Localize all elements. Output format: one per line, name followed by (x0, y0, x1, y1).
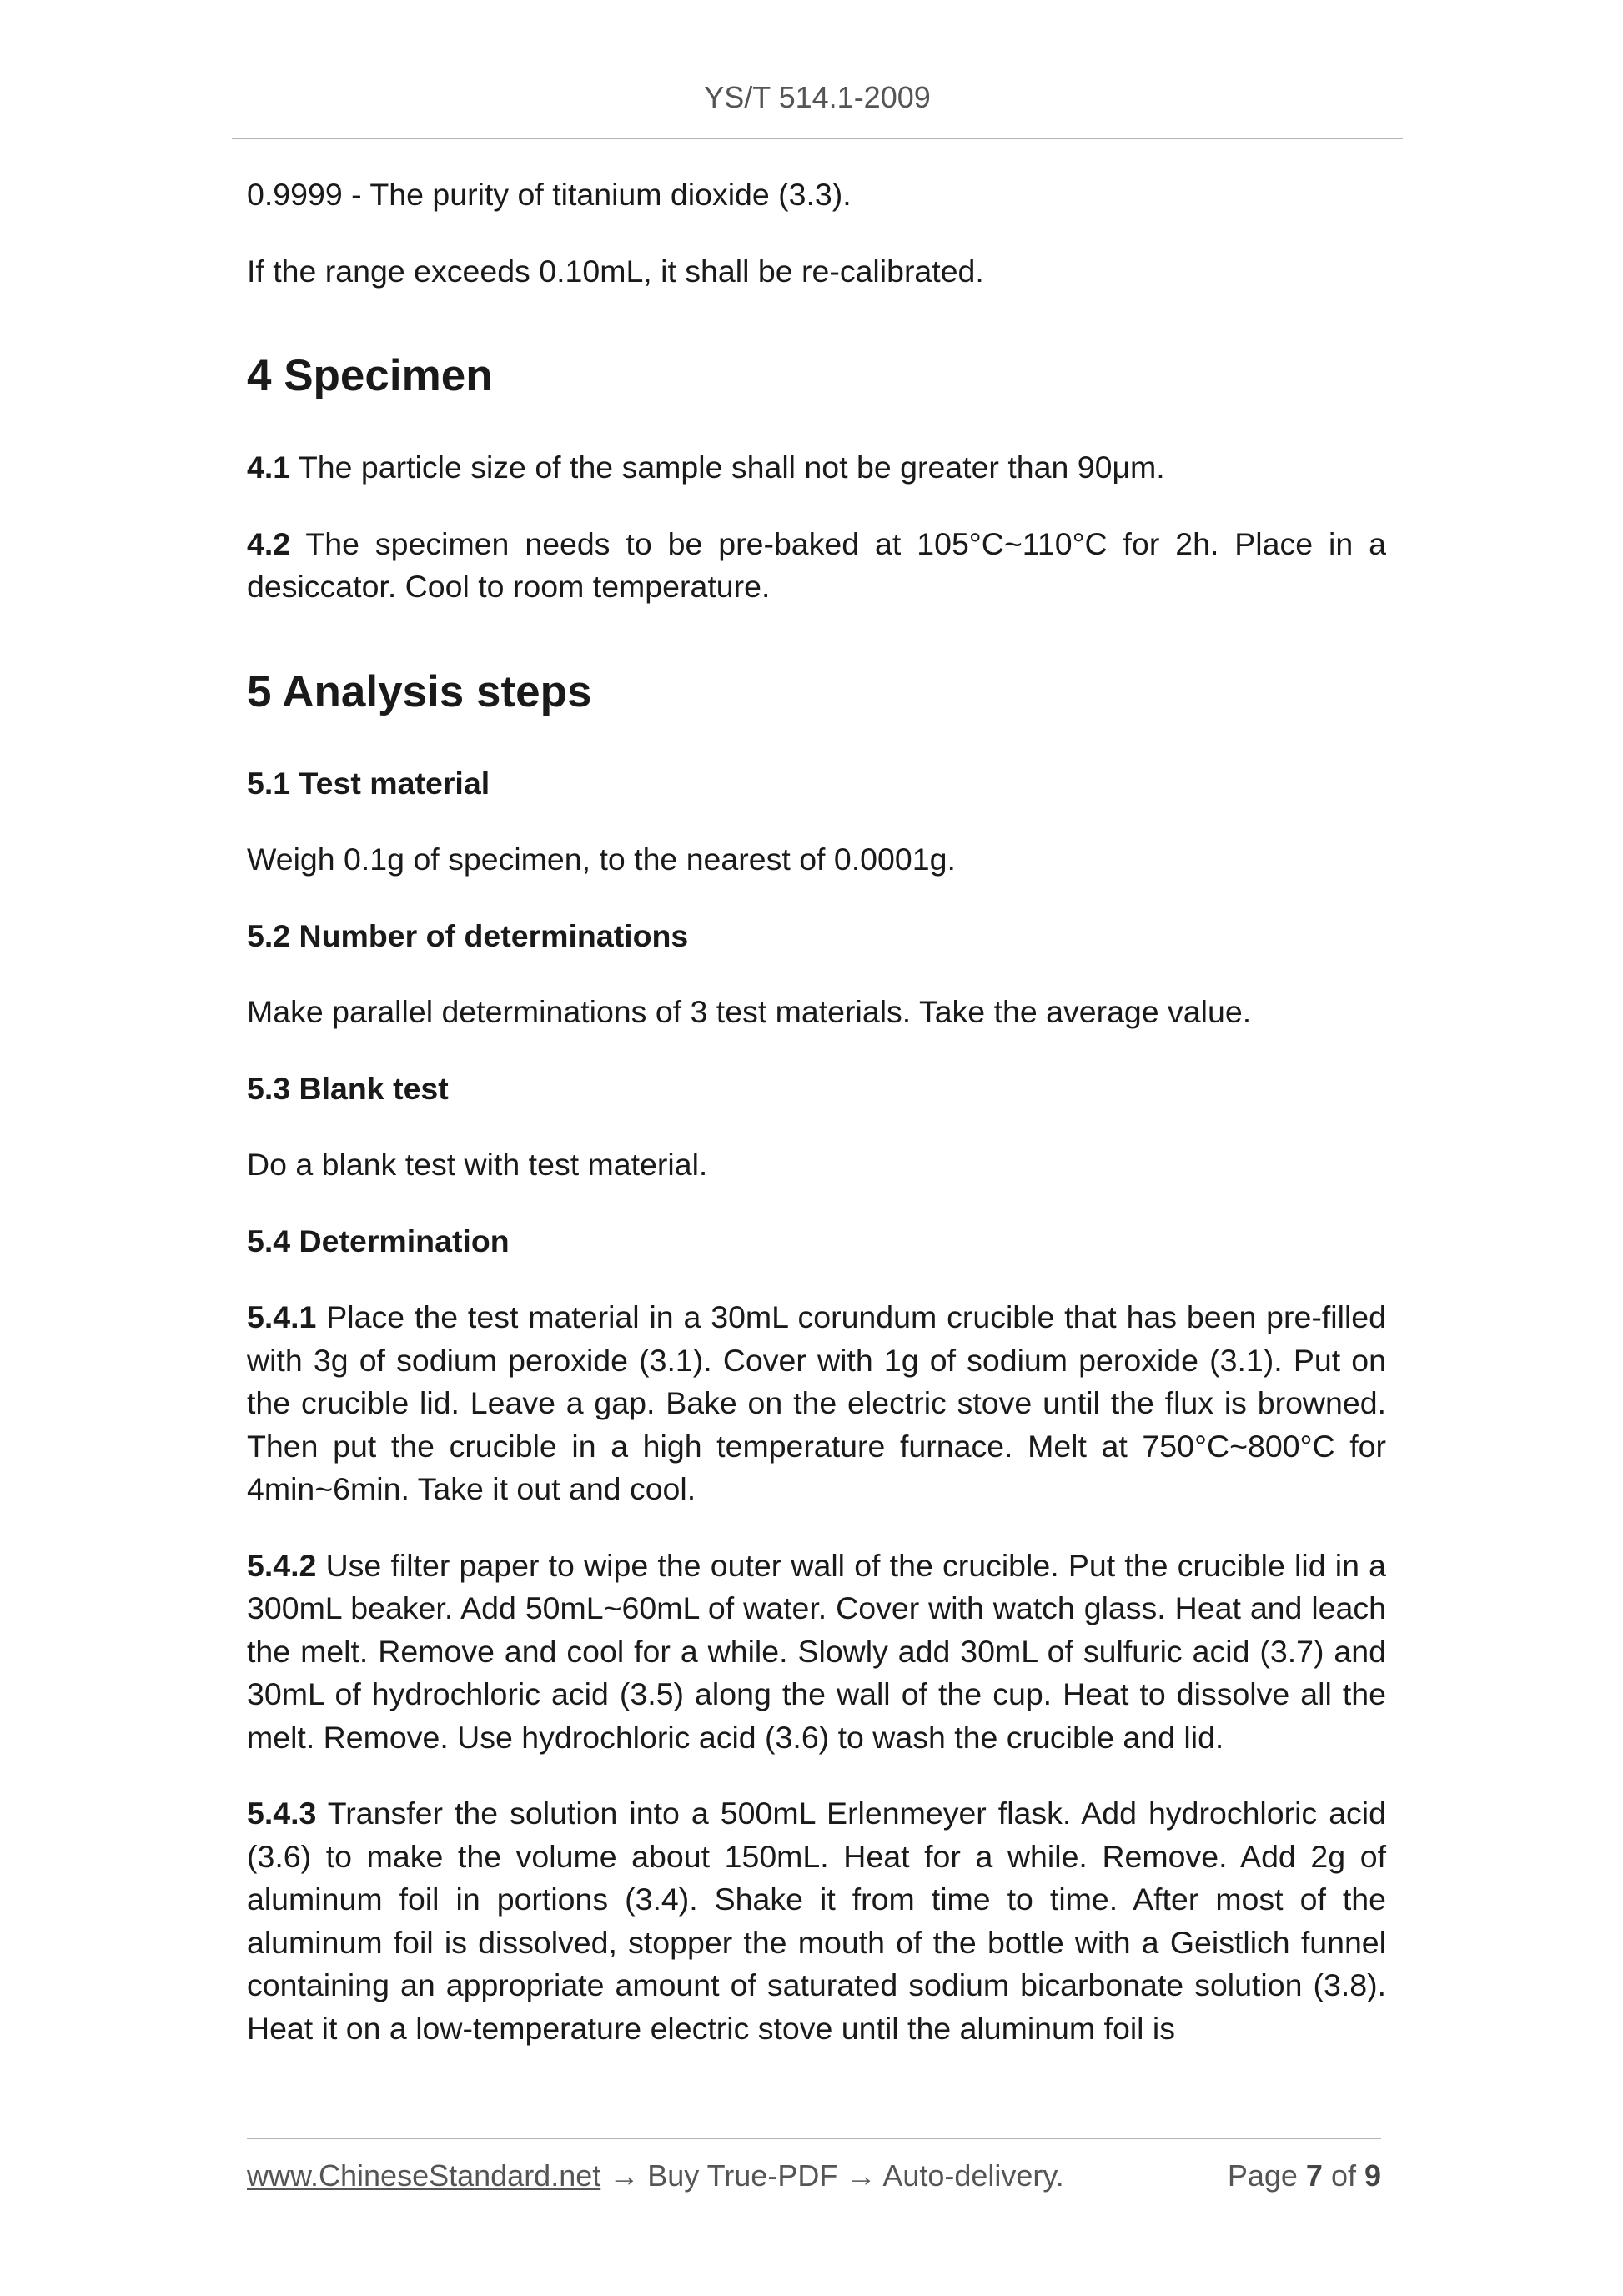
website-link[interactable]: www.ChineseStandard.net (247, 2158, 601, 2193)
clause-5-4-1 (247, 1296, 1386, 1511)
current-page: 7 (1305, 2158, 1323, 2193)
section-4-title: 4 Specimen (247, 351, 493, 400)
clause-number: 5.4.1 (247, 1299, 317, 1334)
clause-text: The particle size of the sample shall not be greater than 90μm. (290, 450, 1165, 485)
page-footer (247, 2158, 1381, 2193)
clause-number: 4.1 (247, 450, 291, 485)
footer-left (247, 2158, 1064, 2193)
clause-5-4-2 (247, 1545, 1386, 1760)
total-pages: 9 (1364, 2158, 1381, 2193)
clause-text: Use filter paper to wipe the outer wall of the crucible. Put the crucible lid in a 300mL beaker. Add 50mL~60mL of water. Cover with watch glass. Heat and leach the melt. Remove and cool for a while. Slowly add 30mL of sulfuric acid (3.7) and 30mL of hydrochloric acid (3.5) along the wall of the cup. Heat to dissolve all the melt. Remove. Use hydrochloric acid (3.6) to wash the crucible and lid. (247, 1547, 1386, 1755)
clause-4-1 (247, 446, 1386, 490)
section-5-title: 5 Analysis steps (247, 666, 592, 716)
page-of-label: of (1322, 2158, 1364, 2193)
intro-paragraph-1: 0.9999 - The purity of titanium dioxide (3.3). (247, 177, 852, 212)
footer-tagline: → Buy True-PDF → Auto-delivery. (600, 2158, 1064, 2193)
clause-text: Transfer the solution into a 500mL Erlenmeyer flask. Add hydrochloric acid (3.6) to make the volume about 150mL. Heat for a while. Remove. Add 2g of aluminum foil in portions (3.4). Shake it from time to time. After most of the aluminum foil is dissolved, stopper the mouth of the bottle with a Geistlich funnel containing an appropriate amount of saturated sodium bicarbonate solution (3.8). Heat it on a low-temperature electric stove until the aluminum foil is (247, 1796, 1386, 2046)
clause-number: 4.2 (247, 525, 291, 561)
intro-paragraph-2: If the range exceeds 0.10mL, it shall be re-calibrated. (247, 253, 984, 289)
clause-5-4-3 (247, 1792, 1386, 2050)
page-header: YS/T 514.1-2009 (704, 80, 931, 114)
subsection-5-2-heading: 5.2 Number of determinations (247, 917, 689, 953)
subsection-5-3-text: Do a blank test with test material. (247, 1147, 708, 1182)
subsection-5-1-text: Weigh 0.1g of specimen, to the nearest of 0.0001g. (247, 842, 956, 877)
subsection-5-4-heading: 5.4 Determination (247, 1223, 510, 1259)
subsection-5-3-heading: 5.3 Blank test (247, 1070, 449, 1106)
page-label: Page (1227, 2158, 1306, 2193)
document-body (247, 173, 1386, 2050)
clause-text: Place the test material in a 30mL corundum crucible that has been pre-filled with 3g of sodium peroxide (3.1). Cover with 1g of sodium peroxide (3.1). Put on the crucible lid. Leave a gap. Bake on the electric stove until the flux is browned. Then put the crucible in a high temperature furnace. Melt at 750°C~800°C for 4min~6min. Take it out and cool. (247, 1299, 1386, 1506)
page-counter (1228, 2158, 1381, 2193)
header-divider (232, 138, 1403, 139)
subsection-5-2-text: Make parallel determinations of 3 test materials. Take the average value. (247, 994, 1252, 1029)
clause-number: 5.4.2 (247, 1547, 317, 1583)
clause-text: The specimen needs to be pre-baked at 105°C~110°C for 2h. Place in a desiccator. Cool to room temperature. (247, 525, 1386, 604)
footer-divider (247, 2138, 1381, 2139)
clause-4-2 (247, 523, 1386, 609)
clause-number: 5.4.3 (247, 1796, 317, 1831)
subsection-5-1-heading: 5.1 Test material (247, 765, 490, 801)
